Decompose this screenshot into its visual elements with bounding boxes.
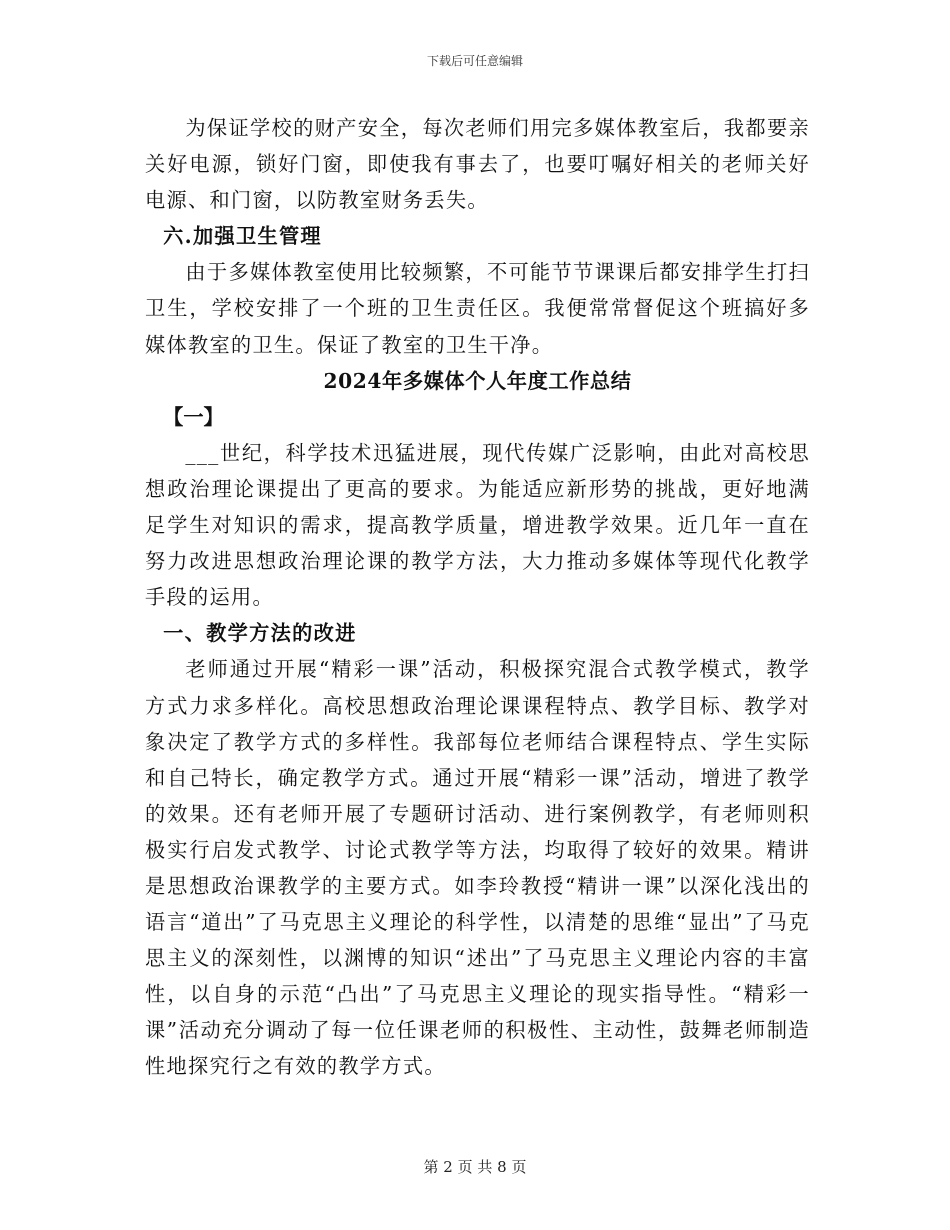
paragraph-property-safety: 为保证学校的财产安全，每次老师们用完多媒体教室后，我都要亲关好电源，锁好门窗，即使我有事去了，也要叮嘱好相关的老师关好电源、和门窗，以防教室财务丢失。 <box>145 116 810 213</box>
paragraph-hygiene: 由于多媒体教室使用比较频繁，不可能节节课课后都安排学生打扫卫生，学校安排了一个班的卫生责任区。我便常常督促这个班搞好多媒体教室的卫生。保证了教室的卫生干净。 <box>145 260 810 357</box>
document-body <box>145 110 810 1085</box>
section-marker: 【一】 <box>163 404 224 429</box>
section-heading-teaching-methods: 一、教学方法的改进 <box>163 621 357 646</box>
page-header-note: 下载后可任意编辑 <box>426 54 523 68</box>
paragraph-teaching-methods: 老师通过开展“精彩一课”活动，积极探究混合式教学模式，教学方式力求多样化。高校思想政治理论课课程特点、教学目标、教学对象决定了教学方式的多样性。我部每位老师结合课程特点、学生实际和自己特长，确定教学方式。通过开展“精彩一课”活动，增进了教学的效果。还有老师开展了专题研讨活动、进行案例教学，有老师则积极实行启发式教学、讨论式教学等方法，均取得了较好的效果。精讲是思想政治课教学的主要方式。如李玲教授“精讲一课”以深化浅出的语言“道出”了马克思主义理论的科学性，以清楚的思维“显出”了马克思主义的深刻性，以渊博的知识“述出”了马克思主义理论内容的丰富性，以自身的示范“凸出”了马克思主义理论的现实指导性。“精彩一课”活动充分调动了每一位任课老师的积极性、主动性，鼓舞老师制造性地探究行之有效的教学方式。 <box>145 657 810 1079</box>
page-number: 第 2 页 共 8 页 <box>423 1158 527 1176</box>
section-heading-hygiene: 六.加强卫生管理 <box>163 224 322 249</box>
paragraph-intro: ___世纪，科学技术迅猛进展，现代传媒广泛影响，由此对高校思想政治理论课提出了更高的要求。为能适应新形势的挑战，更好地满足学生对知识的需求，提高教学质量，增进教学效果。近几年一直在努力改进思想政治理论课的教学方法，大力推动多媒体等现代化教学手段的运用。 <box>145 440 810 610</box>
document-title: 2024年多媒体个人年度工作总结 <box>323 368 632 393</box>
